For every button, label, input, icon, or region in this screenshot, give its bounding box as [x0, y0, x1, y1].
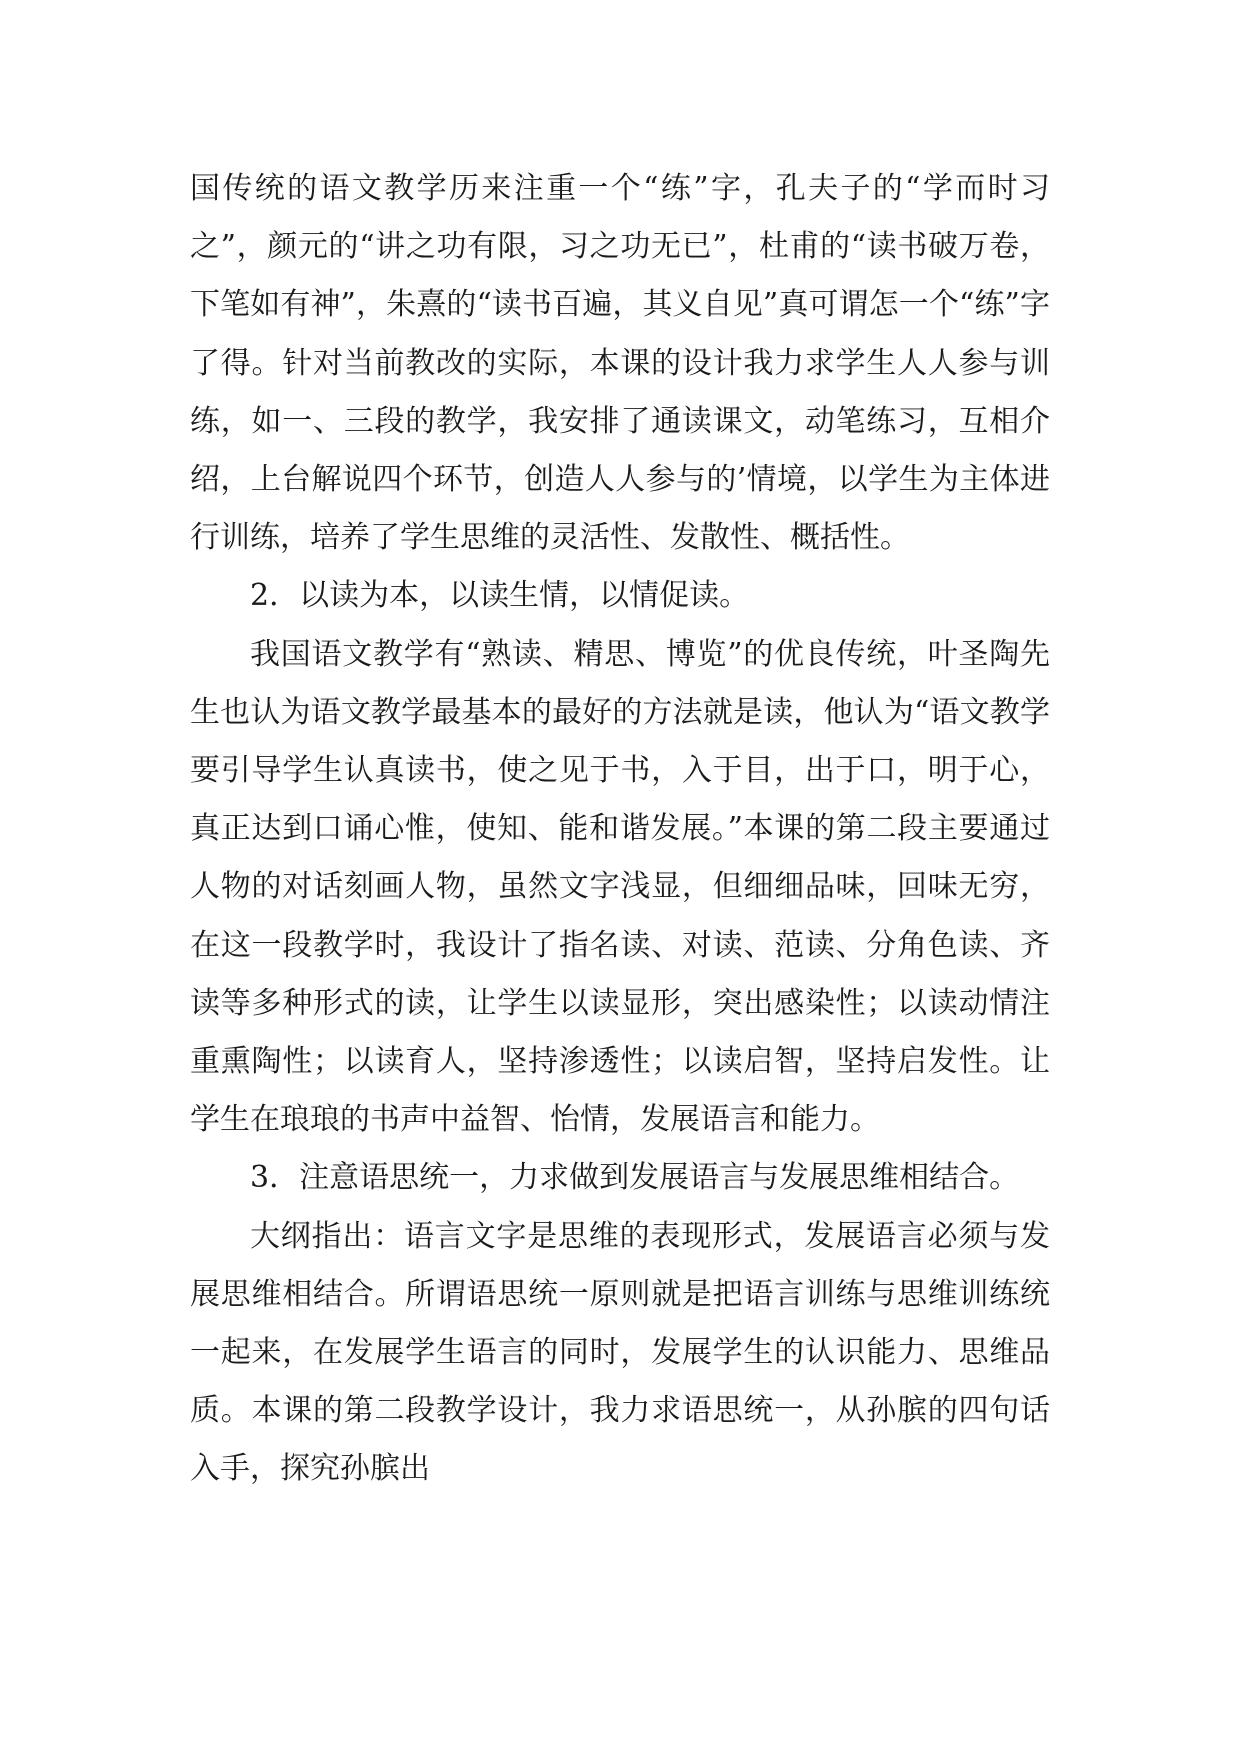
- section-heading-2: 2．以读为本，以读生情，以情促读。: [250, 578, 750, 614]
- section-heading-3: 3．注意语思统一，力求做到发展语言与发展思维相结合。: [250, 1160, 1020, 1196]
- paragraph-reading: 我国语文教学有“熟读、精思、博览”的优良传统，叶圣陶先生也认为语文教学最基本的最好的方法就是读，他认为“语文教学要引导学生认真读书，使之见于书，入于目，出于口，明于心，真正达到口诵心惟，使知、能和谐发展。”本课的第二段主要通过人物的对话刻画人物，虽然文字浅显，但细细品味，回味无穷，在这一段教学时，我设计了指名读、对读、范读、分角色读、齐读等多种形式的读，让学生以读显形，突出感染性；以读动情注重熏陶性；以读育人，坚持渗透性；以读启智，坚持启发性。让学生在琅琅的书声中益智、怡情，发展语言和能力。: [190, 636, 1050, 1138]
- paragraph-continued: 国传统的语文教学历来注重一个“练”字，孔夫子的“学而时习之”，颜元的“讲之功有限，习之功无已”，杜甫的“读书破万卷，下笔如有神”，朱熹的“读书百遍，其义自见”真可谓怎一个“练”字了得。针对当前教改的实际，本课的设计我力求学生人人参与训练，如一、三段的教学，我安排了通读课文，动笔练习，互相介绍，上台解说四个环节，创造人人参与的’情境，以学生为主体进行训练，培养了学生思维的灵活性、发散性、概括性。: [190, 171, 1050, 556]
- body-text: [190, 160, 1050, 1499]
- paragraph-syllabus: 大纲指出：语言文字是思维的表现形式，发展语言必须与发展思维相结合。所谓语思统一原则就是把语言训练与思维训练统一起来，在发展学生语言的同时，发展学生的认识能力、思维品质。本课的第二段教学设计，我力求语思统一，从孙膑的四句话入手，探究孙膑出: [190, 1218, 1050, 1487]
